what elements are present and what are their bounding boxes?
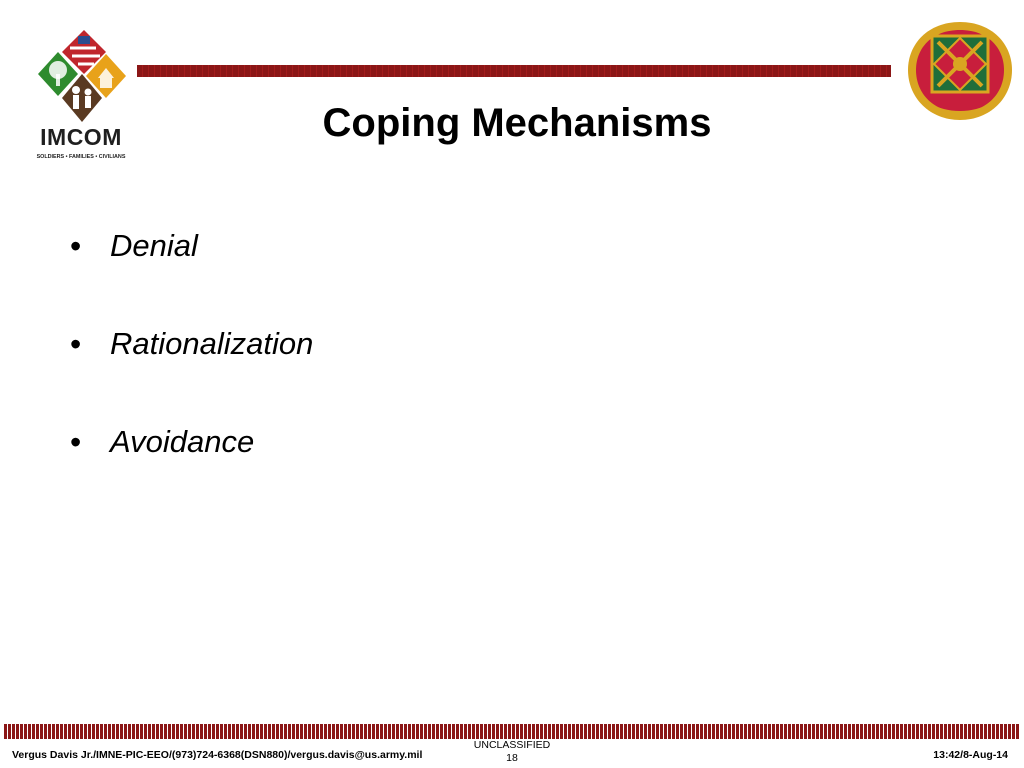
- imcom-wordmark: IMCOM: [40, 124, 122, 150]
- bullet-text-denial: Denial: [110, 228, 198, 263]
- bullet-text-rationalization: Rationalization: [110, 326, 314, 361]
- footer-divider-bar: [4, 724, 1020, 739]
- bullet-marker: •: [70, 326, 82, 362]
- imcom-tagline: SOLDIERS • FAMILIES • CIVILIANS: [36, 154, 126, 160]
- bullet-marker: •: [70, 228, 82, 264]
- footer-author: Vergus Davis Jr./IMNE-PIC-EEO/(973)724-6368(DSN880)/vergus.davis@us.army.mil: [12, 749, 423, 761]
- imcom-emblem-icon: [34, 30, 128, 122]
- army-installation-command-crest-icon: [904, 18, 1016, 124]
- slide-title: Coping Mechanisms: [322, 101, 712, 145]
- classification-label: UNCLASSIFIED: [473, 739, 551, 751]
- army-crest: [904, 18, 1016, 124]
- title-divider-bar: [137, 65, 891, 77]
- page-number: 18: [506, 752, 518, 764]
- imcom-logo: [22, 30, 140, 162]
- footer-timestamp: 13:42/8-Aug-14: [933, 749, 1008, 761]
- bullet-marker: •: [70, 424, 82, 460]
- bullet-text-avoidance: Avoidance: [110, 424, 255, 459]
- footer-classification-block: [432, 739, 592, 765]
